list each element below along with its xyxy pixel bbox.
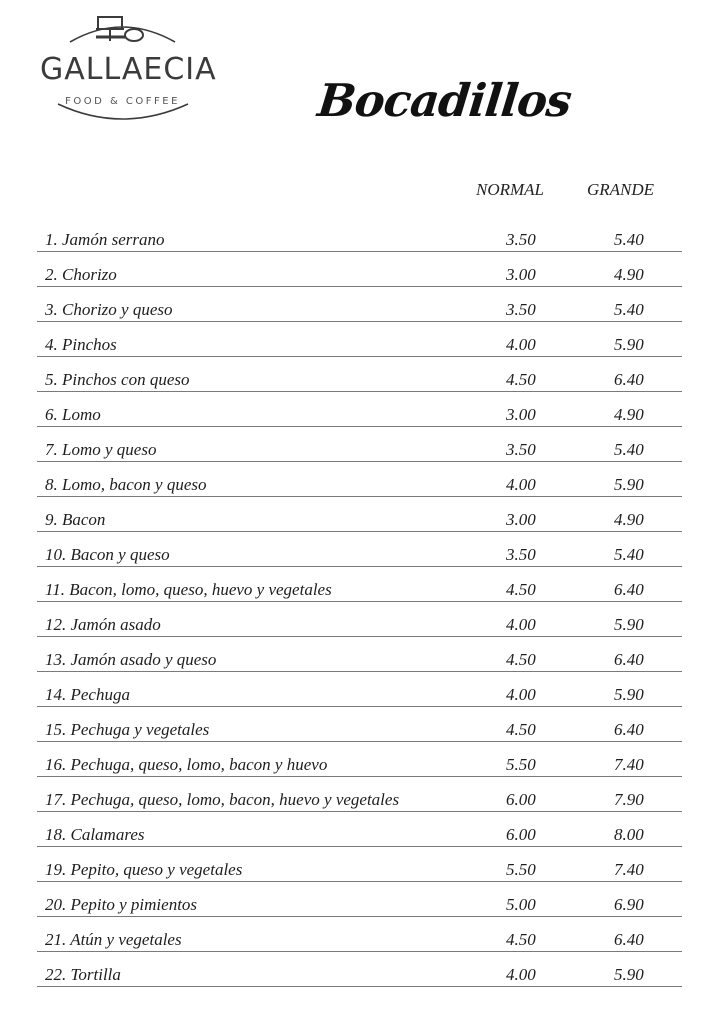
menu-item-name: 22. Tortilla	[45, 965, 121, 984]
menu-item-name: 12. Jamón asado	[45, 615, 161, 634]
menu-item-price-normal: 6.00	[506, 790, 536, 809]
menu-item-name: 7. Lomo y queso	[45, 440, 157, 459]
menu-item-price-normal: 3.50	[506, 545, 536, 564]
menu-item-price-grande: 6.40	[614, 370, 644, 389]
menu-item	[37, 603, 682, 637]
column-header-normal: NORMAL	[476, 180, 544, 199]
menu-item-name: 13. Jamón asado y queso	[45, 650, 217, 669]
page-title: Bocadillos	[315, 74, 574, 127]
menu-item	[37, 883, 682, 917]
menu-list	[37, 218, 682, 988]
menu-item-price-normal: 4.50	[506, 720, 536, 739]
menu-item-price-grande: 5.90	[614, 615, 644, 634]
menu-item	[37, 848, 682, 882]
menu-item-price-grande: 7.40	[614, 755, 644, 774]
menu-item	[37, 323, 682, 357]
menu-item-price-normal: 5.50	[506, 860, 536, 879]
menu-item	[37, 638, 682, 672]
menu-item-price-grande: 7.90	[614, 790, 644, 809]
menu-item	[37, 673, 682, 707]
menu-item	[37, 708, 682, 742]
menu-item-price-normal: 4.50	[506, 370, 536, 389]
menu-item-price-normal: 4.50	[506, 650, 536, 669]
menu-item-price-normal: 4.50	[506, 930, 536, 949]
menu-item-name: 16. Pechuga, queso, lomo, bacon y huevo	[45, 755, 328, 774]
menu-item-name: 8. Lomo, bacon y queso	[45, 475, 207, 494]
menu-item	[37, 253, 682, 287]
menu-item-name: 3. Chorizo y queso	[45, 300, 173, 319]
menu-item-price-normal: 3.50	[506, 440, 536, 459]
menu-item	[37, 393, 682, 427]
menu-item-price-normal: 6.00	[506, 825, 536, 844]
menu-item	[37, 358, 682, 392]
menu-item-name: 19. Pepito, queso y vegetales	[45, 860, 243, 879]
column-header-grande: GRANDE	[587, 180, 655, 199]
menu-item-price-grande: 5.90	[614, 965, 644, 984]
menu-item-price-grande: 5.40	[614, 545, 644, 564]
menu-item-name: 4. Pinchos	[45, 335, 117, 354]
utensils-icon	[92, 15, 148, 51]
menu-item-name: 17. Pechuga, queso, lomo, bacon, huevo y vegetales	[45, 790, 400, 809]
menu-item	[37, 778, 682, 812]
menu-item-price-normal: 4.00	[506, 615, 536, 634]
menu-item-price-grande: 6.40	[614, 650, 644, 669]
menu-item-price-normal: 3.50	[506, 230, 536, 249]
menu-item	[37, 463, 682, 497]
logo-tagline: FOOD & COFFEE	[65, 96, 180, 107]
menu-item-price-normal: 3.50	[506, 300, 536, 319]
menu-item-name: 14. Pechuga	[45, 685, 130, 704]
menu-item-price-grande: 5.40	[614, 440, 644, 459]
menu-item-price-grande: 4.90	[614, 405, 644, 424]
menu-item	[37, 743, 682, 777]
menu-item-name: 15. Pechuga y vegetales	[45, 720, 210, 739]
menu-item	[37, 918, 682, 952]
menu-item-price-normal: 4.00	[506, 965, 536, 984]
menu-item-price-grande: 5.90	[614, 335, 644, 354]
menu-item	[37, 288, 682, 322]
menu-item-price-normal: 4.50	[506, 580, 536, 599]
menu-item-name: 1. Jamón serrano	[45, 230, 165, 249]
menu-item-price-grande: 4.90	[614, 265, 644, 284]
menu-item-price-normal: 5.50	[506, 755, 536, 774]
menu-item	[37, 953, 682, 987]
menu-item	[37, 498, 682, 532]
menu-item-price-normal: 3.00	[506, 405, 536, 424]
menu-item-price-grande: 7.40	[614, 860, 644, 879]
menu-item-price-grande: 6.90	[614, 895, 644, 914]
menu-item-price-grande: 5.40	[614, 230, 644, 249]
menu-item-price-grande: 6.40	[614, 580, 644, 599]
menu-item-price-grande: 6.40	[614, 930, 644, 949]
menu-item-name: 9. Bacon	[45, 510, 106, 529]
menu-item-name: 6. Lomo	[45, 405, 101, 424]
menu-item-price-grande: 5.40	[614, 300, 644, 319]
menu-item-price-normal: 3.00	[506, 265, 536, 284]
menu-item	[37, 218, 682, 252]
menu-item-price-grande: 8.00	[614, 825, 644, 844]
menu-item-name: 10. Bacon y queso	[45, 545, 170, 564]
menu-item-price-grande: 5.90	[614, 475, 644, 494]
menu-item-price-normal: 4.00	[506, 685, 536, 704]
menu-item-name: 20. Pepito y pimientos	[45, 895, 198, 914]
menu-item	[37, 428, 682, 462]
menu-item-name: 21. Atún y vegetales	[45, 930, 182, 949]
menu-item-price-normal: 4.00	[506, 475, 536, 494]
logo-name: GALLAECIA	[40, 52, 217, 87]
menu-item-price-normal: 5.00	[506, 895, 536, 914]
menu-item	[37, 568, 682, 602]
menu-item-price-grande: 4.90	[614, 510, 644, 529]
menu-item-price-normal: 3.00	[506, 510, 536, 529]
menu-item-price-normal: 4.00	[506, 335, 536, 354]
menu-item-price-grande: 6.40	[614, 720, 644, 739]
menu-item	[37, 533, 682, 567]
menu-item-name: 5. Pinchos con queso	[45, 370, 190, 389]
brand-logo	[40, 12, 217, 124]
menu-item-name: 2. Chorizo	[45, 265, 117, 284]
menu-item-name: 11. Bacon, lomo, queso, huevo y vegetales	[45, 580, 332, 599]
menu-item-price-grande: 5.90	[614, 685, 644, 704]
menu-item	[37, 813, 682, 847]
menu-item-name: 18. Calamares	[45, 825, 145, 844]
